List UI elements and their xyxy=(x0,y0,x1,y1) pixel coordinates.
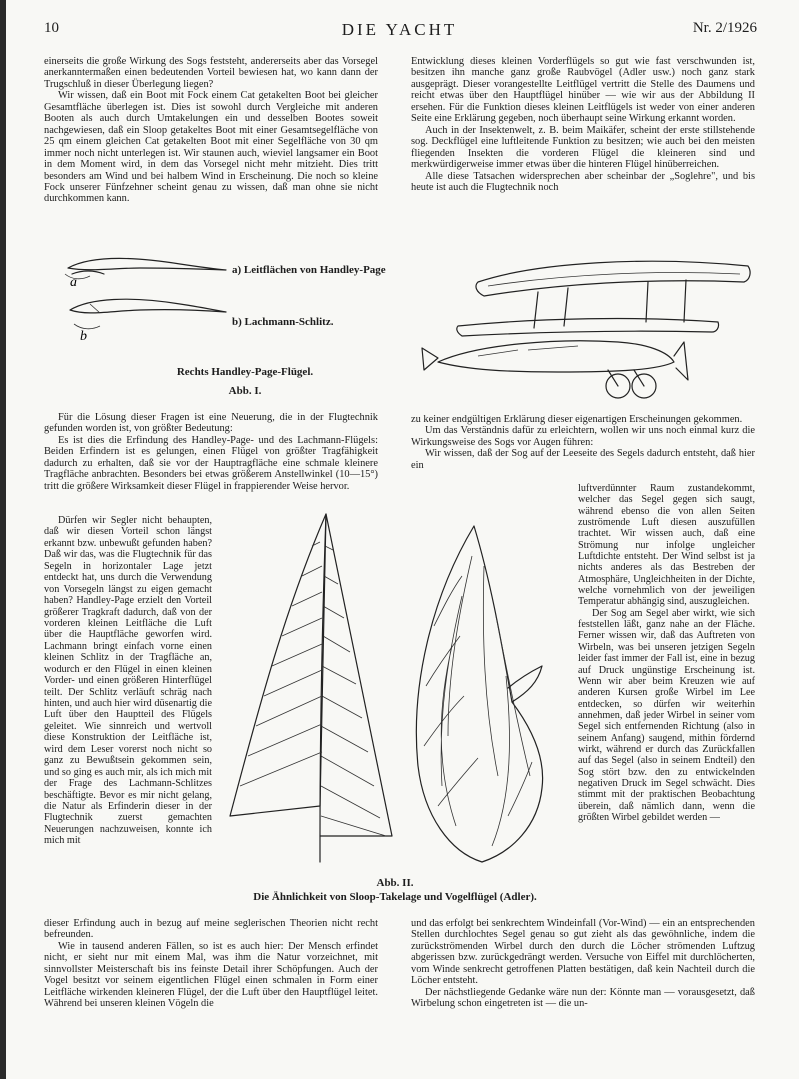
label-b-arc xyxy=(74,324,100,329)
tail-fin xyxy=(422,348,438,370)
upper-wing xyxy=(476,261,750,296)
paragraph: zu keiner endgültigen Erklärung dieser eigenartigen Erscheinungen gekommen. xyxy=(411,414,743,425)
figure2-abb: Abb. II. xyxy=(376,877,414,889)
figure-label-a: a) Leitflächen von Handley-Page xyxy=(232,264,386,276)
column-left-bottom xyxy=(44,918,378,1010)
column-right-narrow xyxy=(578,483,755,823)
figure1-abb: Abb. I. xyxy=(228,385,262,397)
paragraph: Alle diese Tatsachen widersprechen aber scheinbar der „Soglehre", und bis heute ist auch die Flugtechnik noch xyxy=(411,170,755,193)
sail-and-wing-drawing xyxy=(212,506,578,868)
fuselage xyxy=(438,341,674,372)
alula-leading-feather xyxy=(508,666,542,702)
mark-a: a xyxy=(70,275,77,290)
lachmann-wing xyxy=(70,299,226,313)
paragraph: luftverdünnter Raum zustandekommt, welcher das Segel gegen sich saugt, während ebenso die von allen Seiten zuströmende Luft diesen auszufüllen trachtet. Wir wissen auch, daß eine Strömung nur infolge ungleicher Luftdichte entsteht. Der Wind selbst ist ja nichts anderes als das Bestreben der Atmosphäre, Ungleichheiten in der Dichte, welche vornehmlich von der jeweiligen Temperatur abhängig sind, auszugleichen. xyxy=(578,483,755,608)
figure1-caption: Rechts Handley-Page-Flügel. xyxy=(176,366,314,378)
label-a-arc xyxy=(65,274,90,279)
paragraph: und das erfolgt bei senkrechtem Windeinfall (Vor-Wind) — ein an entsprechenden Stellen durchlochtes Segel genau so gut zieht als das gewöhnliche, indem die zurückströmenden Wirbel durch den durch die Löcher strömenden Luftzug abgerissen bzw. zurückgedrängt werden. Versuche von Eiffel mit durchlöcherten, vom Winde senkrecht getroffenen Platten bestätigen, daß kein Nachteil durch die Löcher entsteht. xyxy=(411,918,755,987)
figure2-caption: Die Ähnlichkeit von Sloop-Takelage und Vogelflügel (Adler). xyxy=(253,891,537,903)
column-left-intro xyxy=(44,412,378,435)
magazine-title: DIE YACHT xyxy=(341,20,458,39)
handley-page-slat xyxy=(72,271,104,274)
column-right-top xyxy=(411,56,755,193)
handley-page-main-wing xyxy=(68,258,226,270)
column-right-mid xyxy=(411,414,755,471)
paragraph: Wir wissen, daß der Sog auf der Leeseite des Segels dadurch entsteht, daß hier ein xyxy=(411,448,755,471)
foresail-seams xyxy=(240,542,322,786)
paragraph: Wie in tausend anderen Fällen, so ist es auch hier: Der Mensch erfindet nicht, er sieht nur mit einem Mal, was ihm die Natur vorzeichnet, mit sinnvollster Meisterschaft bis ins feinste Detail ihrer Schöpfungen. Auch der Vogel besitzt vor seinem eigentlichen Flügel einen schmalen in Form einer Leitfläche wirkenden kleineren Flügel, der die Luft über den Hauptflügel leitet. Während bei unseren kleinen Vögeln die xyxy=(44,940,378,1010)
page-edge xyxy=(0,0,6,1079)
mainsail-seams xyxy=(321,546,386,836)
biplane-drawing xyxy=(418,252,760,404)
paragraph: Der Sog am Segel aber wirkt, wie sich feststellen läßt, ganz nahe an der Fläche. Ferner wissen wir, daß das Auftreten von Wirbeln, was bei unseren jetzigen Segeln leider fast immer der Fall ist, eine in bezug auf Druck ungünstige Erscheinung ist. Wenn wir aber beim Kreuzen wie auf anderen Kursen große Wirbel im Lee entdecken, so dürfen wir weiterhin annehmen, daß jeder Wirbel in seiner vom Segel sich entfernenden Richtung (also in seinem Anfang) saugend, mithin fördernd wirkt, während er durch das Zurückfallen auf das Segel (also in seinem Endteil) den Sog stört bzw. den zu entwickelnden negativen Druck im Segel schwächt. Dies stimmt mit der praktischen Beobachtung überein, daß nämlich dann, wenn die größten Wirbel gebildet werden — xyxy=(578,607,755,823)
paragraph: Auch in der Insektenwelt, z. B. beim Maikäfer, scheint der erste stillstehende sog. Deckflügel eine luftleitende Funktion zu besitzen; wie auch bei den meisten fliegenden Insekten die vorderen Flügel die kleineren sind und merkwürdigerweise immer etwas über die hinteren Flügel hinüberreichen. xyxy=(411,124,755,171)
paragraph: Um das Verständnis dafür zu erleichtern, wollen wir uns noch einmal kurz die Wirkungsweise des Sogs vor Augen führen: xyxy=(411,425,755,448)
paragraph: Wir wissen, daß ein Boot mit Fock einem Cat getakelten Boot bei gleicher Gesamtfläche überlegen ist. Dies ist sowohl durch Vergleiche mit anderen Booten als auch durch Umtakelungen ein und desselben Bootes soweit nachgewiesen, daß ein Sloop getakeltes Boot mit einer Gesamtsegelfläche von 25 qm einem gleichen Cat getakelten Boot mit einer Segelfläche von 30 qm immer noch nicht unterlegen ist. Wir staunen auch, wieviel langsamer ein Boot in dem Moment wird, in dem das Vorsegel nicht mehr mitzieht. Dies tritt besonders am Wind und bei halbem Wind in Erscheinung. Die noch so kleine Fock unserer Fünfzehner scheint genau zu wissen, daß man ohne sie nicht durchkommen kann. xyxy=(44,90,378,205)
upper-wing-line xyxy=(488,273,740,287)
paragraph: Entwicklung dieses kleinen Vorderflügels so gut wie fast verschwunden ist, besitzen ihn manche ganz große Raubvögel (Adler usw.) noch ganz stark ausgeprägt. Dieser vorangestellte Leitflügel vertritt die Stelle des Daumens und reicht etwas über den Hauptflügel hinüber — wie wir aus der Abbildung II ersehen. Für die Funktion dieses kleinen Leitflügels ist weder von einer anderen Seite eine Erklärung gegeben, noch überhaupt seine Wirkung erkannt worden. xyxy=(411,56,755,125)
paragraph: Für die Lösung dieser Fragen ist eine Neuerung, die in der Flugtechnik gefunden worden ist, von größter Bedeutung: xyxy=(44,412,378,435)
column-right-bottom xyxy=(411,918,755,1010)
page-number: 10 xyxy=(44,20,59,36)
landing-gear xyxy=(608,370,644,386)
feather-hatching xyxy=(424,576,532,816)
column-left-narrow xyxy=(44,515,212,847)
figure-label-b: b) Lachmann-Schlitz. xyxy=(232,316,334,328)
paragraph: dieser Erfindung auch in bezug auf meine seglerischen Theorien nicht recht befreunden. xyxy=(44,918,378,941)
mark-b: b xyxy=(80,329,87,344)
lachmann-slot xyxy=(90,304,100,313)
column-left-invention-wide xyxy=(44,435,378,492)
paragraph: Es ist dies die Erfindung des Handley-Page- und des Lachmann-Flügels: Beiden Erfindern ist es gelungen, einen Flügel von größter Tragfähigkeit dadurch zu erhalten, daß sie vor der Hauptragfläche eine schmale kleinere Tragfläche anbrachten. Besonders bei etwas größerem Anstellwinkel (10—15°) tritt die größere Wirksamkeit dieser Flügel in frappierender Weise hervor. xyxy=(44,435,378,492)
paragraph: einerseits die große Wirkung des Sogs feststeht, andererseits aber das Vorsegel anerkanntermaßen einen bedeutenden Vorteil bewiesen hat, wo kann dann der Trugschluß in dieser Überlegung liegen? xyxy=(44,56,378,90)
mainsail xyxy=(320,514,392,836)
paragraph: Dürfen wir Segler nicht behaupten, daß wir diesen Vorteil schon längst erkannt bzw. unbewußt gefunden haben? Daß wir das, was die Flugtechnik für das Segeln in horizontaler Lage jetzt entdeckt hat, uns durch die Verwendung von Vorsegeln längst zu eigen gemacht haben? Handley-Page erzielt den Vorteil größerer Tragkraft dadurch, daß von der vorderen kleinen Leitfläche die Luft über die Hauptfläche geworfen wird. Lachmann bringt einfach vorne einen kleinen Schlitz in der Tragfläche an, wodurch er den Flügel in einen kleinen Vorder- und einen größeren Hinterflügel teilt. Der Schlitz verläuft schräg nach hinten, und auch hier wird düsenartig die Luft über den Hauptteil des Flügels geleitet. Wie sinnreich und wertvoll diese Konstruktion der Leitfläche ist, wird dem Leser vorerst noch nicht so ganz zu Bewußtsein gekommen sein, und so ging es auch mir, als ich mich mit der Frage des Lachmann-Schlitzes beschäftigte. Bevor es mir nicht gelang, die Natur als Erfinderin dieser in der Flugtechnik zuerst gemachten Neuerungen nachzuweisen, konnte ich mich mit xyxy=(44,515,212,847)
paragraph: Der nächstliegende Gedanke wäre nun der: Könnte man — vorausgesetzt, daß Wirbelung schon eingetreten ist — die un- xyxy=(411,986,755,1010)
propeller xyxy=(674,342,688,380)
column-left-top xyxy=(44,56,378,205)
lower-wing xyxy=(457,319,719,336)
foresail xyxy=(230,514,326,816)
issue-number: Nr. 2/1926 xyxy=(692,20,757,36)
wing-profile-diagram xyxy=(60,250,230,350)
feather-lines xyxy=(441,556,530,846)
